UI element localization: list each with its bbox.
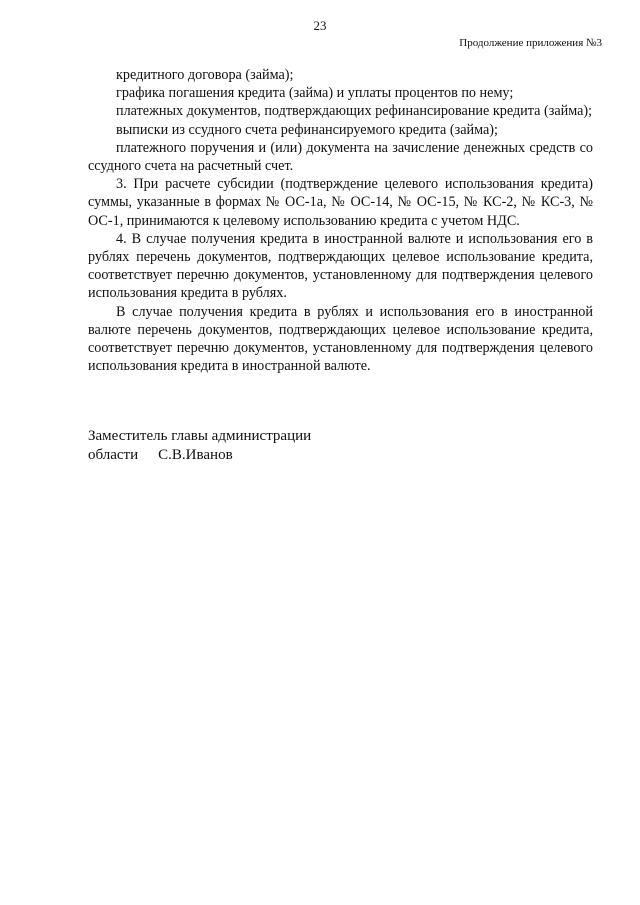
- paragraph-loan-agreement: кредитного договора (займа);: [116, 67, 294, 83]
- page-number: 23: [313, 18, 327, 33]
- paragraph-loan-account-statements: выписки из ссудного счета рефинансируемого кредита (займа);: [116, 121, 498, 138]
- document-body: [88, 66, 593, 375]
- paragraph-payment-documents: платежных документов, подтверждающих рефинансирование кредита (займа);: [116, 103, 593, 120]
- appendix-continuation-note: Продолжение приложения №3: [459, 37, 602, 49]
- signature-block: [88, 427, 311, 465]
- signatory-name: С.В.Иванов: [158, 447, 233, 463]
- signature-position-line-2: [88, 446, 311, 465]
- paragraph-foreign-currency-use: В случае получения кредита в рублях и использования его в иностранной валюте перечень документов, подтверждающих целевое использование кредита, соответствует перечню документов, установленному для подтверждения целевого использования кредита в иностранной валюте.: [88, 303, 593, 375]
- paragraph-repayment-schedule: графика погашения кредита (займа) и уплаты процентов по нему;: [116, 85, 514, 102]
- signature-position-line-1: Заместитель главы администрации: [88, 428, 312, 444]
- paragraph-item-3: 3. При расчете субсидии (подтверждение целевого использования кредита) суммы, указанные в формах № ОС-1а, № ОС-14, № ОС-15, № КС-2, № КС-3, № ОС-1, принимаются к целевому использованию кредита с учетом НДС.: [88, 176, 593, 229]
- signature-position-region: области: [88, 447, 139, 463]
- paragraph-item-4: 4. В случае получения кредита в иностранной валюте и использования его в рублях перечень документов, подтверждающих целевое использование кредита, соответствует перечню документов, установленному для подтверждения целевого использования кредита в рублях.: [88, 230, 593, 302]
- paragraph-payment-order: платежного поручения и (или) документа на зачисление денежных средств со ссудного счета на расчетный счет.: [88, 139, 593, 175]
